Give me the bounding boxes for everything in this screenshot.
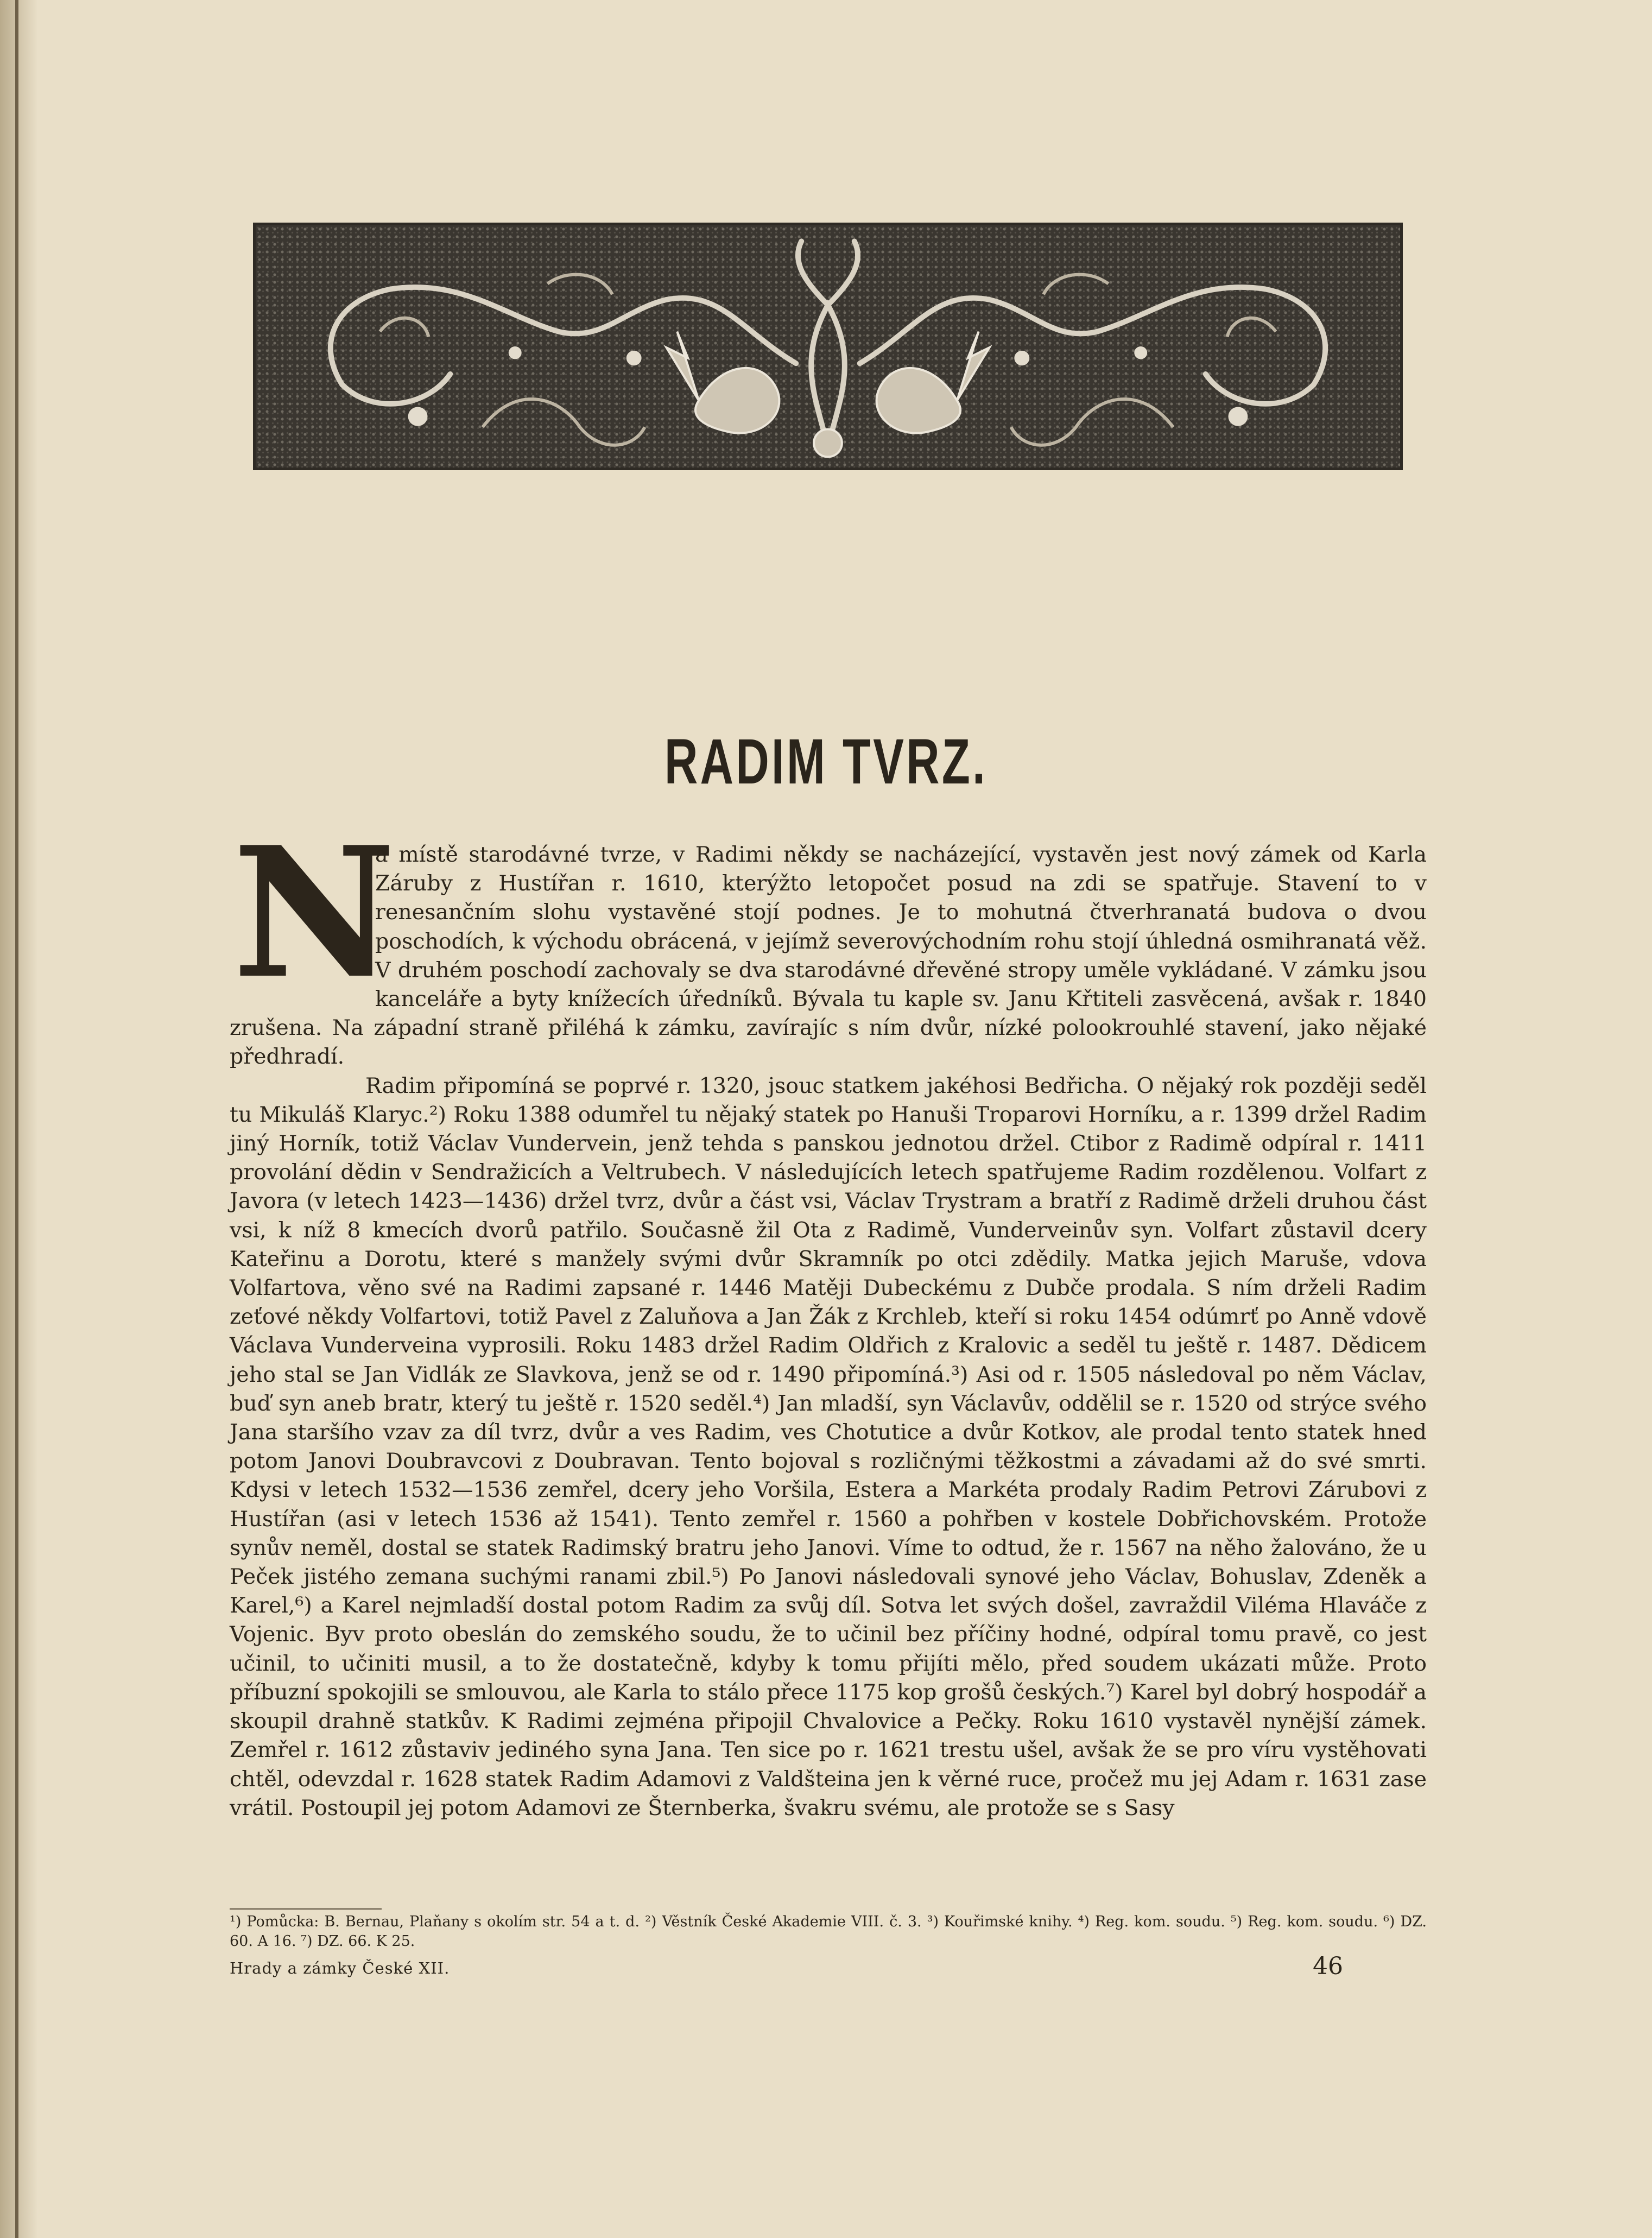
- footnote-separator: [230, 1908, 382, 1910]
- article-body: [230, 840, 1427, 1823]
- ornamental-header-banner: [253, 223, 1403, 470]
- page-edge-shadow: [0, 0, 38, 2238]
- paragraph-1: a místě starodávné tvrze, v Radimi někdy se nacházející, vystavěn jest nový zámek od Karla Záruby z Hustířan r. 1610, kterýžto letopočet posud na zdi se spatřuje. Stavení to v renesančním slohu vystavěné stojí podnes. Je to mohutná čtverhranatá budova o dvou poschodích, k východu obrácená, v jejímž severovýchodním rohu stojí úhledná osmihranatá věž. V druhém poschodí zachovaly se dva starodávné dřevěné stropy uměle vykládané. V zámku jsou kanceláře a byty knížecích úředníků. Bývala tu kaple sv. Janu Křtiteli zasvěcená, avšak r. 1840 zrušena. Na západní straně přiléhá k zámku, zavírajíc s ním dvůr, nízké polookrouhlé stavení, jako nějaké předhradí.: [230, 842, 1427, 1070]
- footnotes: ¹) Pomůcka: B. Bernau, Plaňany s okolím str. 54 a t. d. ²) Věstník České Akademie VIII. č. 3. ³) Kouřimské knihy. ⁴) Reg. kom. soudu. ⁵) Reg. kom. soudu. ⁶) DZ. 60. A 16. ⁷) DZ. 66. K 25.: [230, 1913, 1427, 1950]
- page-title: RADIM TVRZ.: [664, 726, 988, 798]
- binding-gutter: [15, 0, 18, 2238]
- initial-glyph: N: [232, 807, 396, 1018]
- banner-ornament-art: [256, 225, 1400, 467]
- initial-spacer: [230, 840, 375, 1009]
- page-number: 46: [1313, 1952, 1343, 1980]
- paragraph-2: Radim připomíná se poprvé r. 1320, jsouc statkem jakéhosi Bedřicha. O nějaký rok později seděl tu Mikuláš Klaryc.²) Roku 1388 odumřel tu nějaký statek po Hanuši Troparovi Horníku, a r. 1399 držel Radim jiný Horník, totiž Václav Vundervein, jenž tehda s panskou jednotou držel. Ctibor z Radimě odpíral r. 1411 provolání dědin v Sendražicích a Veltrubech. V následujících letech spatřujeme Radim rozdělenou. Volfart z Javora (v letech 1423—1436) držel tvrz, dvůr a část vsi, Václav Trystram a bratří z Radimě drželi druhou část vsi, k níž 8 kmecích dvorů patřilo. Současně žil Ota z Radimě, Vunderveinův syn. Volfart zůstavil dcery Kateřinu a Dorotu, které s manžely svými dvůr Skramník po otci zdědily. Matka jejich Maruše, vdova Volfartova, věno své na Radimi zapsané r. 1446 Matěji Dubeckému z Dubče prodala. S ním drželi Radim zeťové někdy Volfartovi, totiž Pavel z Zaluňova a Jan Žák z Krchleb, kteří si roku 1454 odúmrť po Anně vdově Václava Vunderveina vyprosili. Roku 1483 držel Radim Oldřich z Kralovic a seděl tu ještě r. 1487. Dědicem jeho stal se Jan Vidlák ze Slavkova, jenž se od r. 1490 připomíná.³) Asi od r. 1505 následoval po něm Václav, buď syn aneb bratr, který tu ještě r. 1520 seděl.⁴) Jan mladší, syn Václavův, oddělil se r. 1520 od strýce svého Jana staršího vzav za díl tvrz, dvůr a ves Radim, ves Chotutice a dvůr Kotkov, ale prodal tento statek hned potom Janovi Doubravcovi z Doubravan. Tento bojoval s rozličnými těžkostmi a závadami až do své smrti. Kdysi v letech 1532—1536 zemřel, dcery jeho Voršila, Estera a Markéta prodaly Radim Petrovi Zárubovi z Hustířan (asi v letech 1536 až 1541). Tento zemřel r. 1560 a pohřben v kostele Dobřichovském. Protože synův neměl, dostal se statek Radimský bratru jeho Janovi. Víme to odtud, že r. 1567 na něho žalováno, že u Peček jistého zemana suchými ranami zbil.⁵) Po Janovi následovali synové jeho Václav, Bohuslav, Zdeněk a Karel,⁶) a Karel nejmladší dostal potom Radim za svůj díl. Sotva let svých došel, zavraždil Viléma Hlaváče z Vojenic. Byv proto obeslán do zemského soudu, že to učinil bez příčiny hodné, odpíral tomu pravě, co jest učinil, to učiniti musil, a to že dostatečně, kdyby k tomu přijíti mělo, před soudem ukázati může. Proto příbuzní spokojili se smlouvou, ale Karla to stálo přece 1175 kop grošů českých.⁷) Karel byl dobrý hospodář a skoupil drahně statkův. K Radimi zejména připojil Chvalovice a Pečky. Roku 1610 vystavěl nynější zámek. Zemřel r. 1612 zůstaviv jediného syna Jana. Ten sice po r. 1621 trestu ušel, avšak že se pro víru vystěhovati chtěl, odevzdal r. 1628 statek Radim Adamovi z Valdšteina jen k věrné ruce, pročež mu jej Adam r. 1631 zase vrátil. Postoupil jej potom Adamovi ze Šternberka, švakru svému, ale protože se s Sasy: [230, 1073, 1427, 1820]
- publication-title: Hrady a zámky České XII.: [230, 1959, 450, 1977]
